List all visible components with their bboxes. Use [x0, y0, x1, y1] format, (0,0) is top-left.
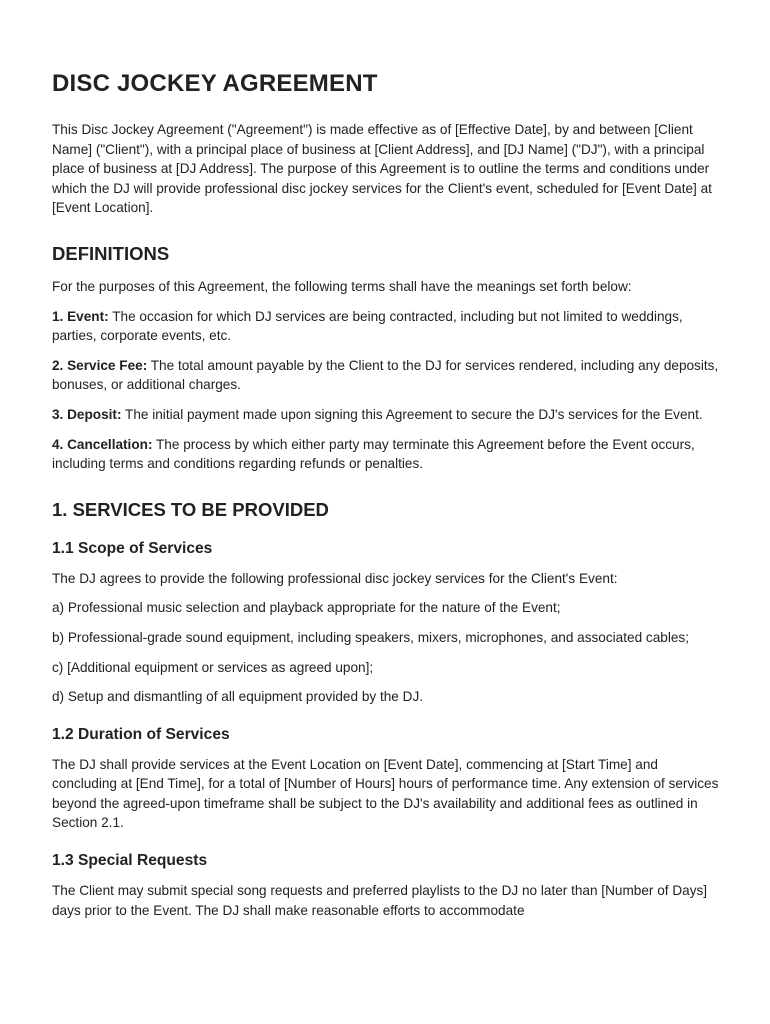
scope-item: b) Professional-grade sound equipment, including speakers, mixers, microphones, and associated cables;: [52, 629, 689, 645]
definition-term: 2. Service Fee:: [52, 357, 148, 373]
definition-text: The initial payment made upon signing this Agreement to secure the DJ's services for the Event.: [121, 406, 703, 422]
definition-item: [52, 435, 722, 474]
definition-term: 4. Cancellation:: [52, 436, 153, 452]
definition-item: [52, 405, 722, 425]
scope-item: a) Professional music selection and playback appropriate for the nature of the Event;: [52, 600, 561, 616]
scope-heading: 1.1 Scope of Services: [52, 539, 213, 557]
services-heading: 1. SERVICES TO BE PROVIDED: [52, 498, 329, 520]
intro-paragraph: This Disc Jockey Agreement ("Agreement") is made effective as of [Effective Date], by and between [Client Name] ("Client"), with a principal place of business at [Client Address], and [DJ Name] ("DJ"), with a principal place of business at [DJ Address]. The purpose of this Agreement is to outline the terms and conditions under which the DJ will provide professional disc jockey services for the Client's event, scheduled for [Event Date] at [Event Location].: [52, 122, 712, 216]
definitions-lead: For the purposes of this Agreement, the following terms shall have the meanings set forth below:: [52, 278, 632, 294]
scope-item: c) [Additional equipment or services as agreed upon];: [52, 659, 374, 675]
special-requests-heading: 1.3 Special Requests: [52, 852, 208, 870]
duration-paragraph: The DJ shall provide services at the Event Location on [Event Date], commencing at [Start Time] and concluding at [End Time], for a total of [Number of Hours] hours of performance time. Any extension of services beyond the agreed-upon timeframe shall be subject to the DJ's availability and additional fees as outlined in Section 2.1.: [52, 756, 719, 831]
definition-item: [52, 356, 722, 395]
definition-text: The process by which either party may terminate this Agreement before the Event occurs, including terms and conditions regarding refunds or penalties.: [52, 436, 695, 472]
duration-heading: 1.2 Duration of Services: [52, 725, 230, 743]
document-title: DISC JOCKEY AGREEMENT: [52, 70, 378, 97]
definition-text: The occasion for which DJ services are being contracted, including but not limited to weddings, parties, corporate events, etc.: [52, 308, 683, 344]
agreement-document: [52, 66, 722, 930]
definition-term: 1. Event:: [52, 308, 109, 324]
definitions-heading: DEFINITIONS: [52, 242, 170, 264]
scope-item: d) Setup and dismantling of all equipment provided by the DJ.: [52, 689, 424, 705]
scope-lead: The DJ agrees to provide the following professional disc jockey services for the Client's Event:: [52, 570, 618, 586]
definition-item: [52, 307, 722, 346]
definition-term: 3. Deposit:: [52, 406, 122, 422]
special-requests-paragraph: The Client may submit special song requests and preferred playlists to the DJ no later than [Number of Days] days prior to the Event. The DJ shall make reasonable efforts to accommodate: [52, 883, 708, 918]
definition-text: The total amount payable by the Client to the DJ for services rendered, including any deposits, bonuses, or additional charges.: [52, 357, 719, 393]
